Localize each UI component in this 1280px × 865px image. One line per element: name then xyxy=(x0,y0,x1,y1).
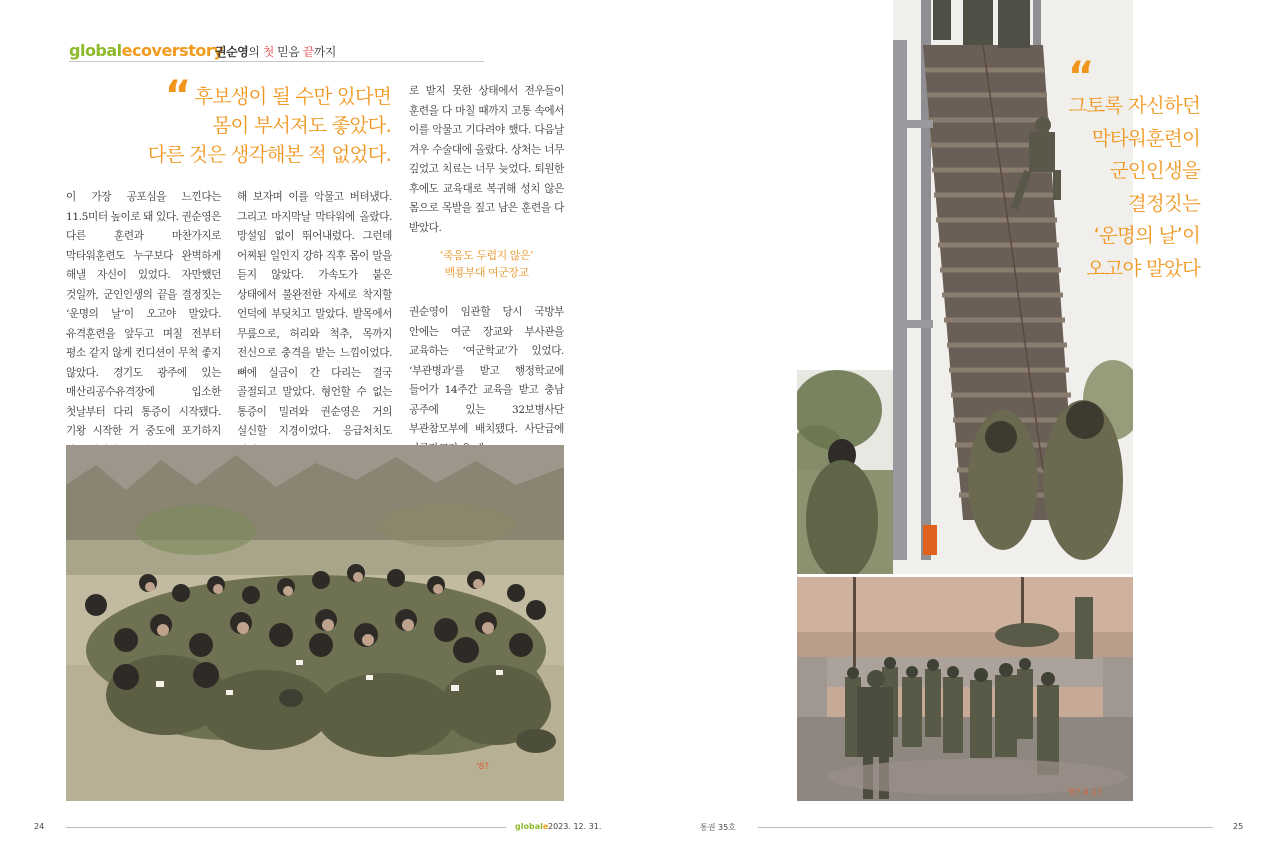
footer-rule-right xyxy=(758,827,1213,828)
page-number-right: 25 xyxy=(1233,822,1244,831)
page-number-left: 24 xyxy=(34,822,45,831)
footer-brand-logo: globale xyxy=(515,822,549,831)
photo-soldiers-illustration xyxy=(66,445,564,801)
pull-quote-right: “ 그토록 자신하던 막타워훈련이 군인인생을 결정짓는 ‘운명의 날’이 오고야 말았다 xyxy=(1068,54,1200,280)
footer-rule-left xyxy=(66,827,506,828)
pit-illustration xyxy=(797,577,1133,801)
quote-mark-icon: “ xyxy=(1068,54,1094,100)
photo-soldiers-sitting-field xyxy=(66,445,564,801)
photo-date-stamp: '8? xyxy=(476,762,489,772)
body-text-column-1: 이 가장 공포심을 느낀다는 11.5미터 높이로 돼 있다. 권순영은 다른 훈련과 마찬가지로 막타워훈련도 누구보다 완벽하게 해낼 자신이 있었다. 자만했던 것일까, 군인인생의 끝을 결정짓는 ‘운명의 날’이 오고야 말았다. 유격훈련을 앞두고 며칠 전부터 평소 같지 않게 컨디션이 무척 좋지 않았다. 경기도 광주에 있는 매산리공수유격장에 입소한 첫날부터 다리 통증이 시작됐다. 기왕 시작한 거 중도에 포기하지 xyxy=(66,191,221,437)
photo-tree-background xyxy=(797,370,893,574)
body-text-column-2: 해 보자며 이를 악물고 버텨냈다. 그리고 마지막날 막타워에 올랐다. 망설임 없이 뛰어내렸다. 그런데 어찌된 일인지 강하 직후 몸이 말을 듣지 않았다. 가속도가 붙은 상태에서 불완전한 자세로 착지할 언덕에 부딪치고 말았다. 발목에서 무릎으로, 허리와 척추, 목까지 전신으로 충격을 받는 느낌이었다. 뼈에 실금이 간 다리는 결국 골절되고 말았다. 형언할 수 없는 통증이 밀려와 권순영은 거의 실신할 지경이었다. 응급처치도 xyxy=(237,191,392,437)
section-subheading: ‘죽음도 두렵지 않은’ 백룡부대 여군장교 xyxy=(440,249,533,279)
footer-issue: 통권 35호 xyxy=(700,823,736,832)
body-text-column-3: 로 받지 못한 상태에서 전우들이 훈련을 다 마칠 때까지 고통 속에서 이를 악물고 기다려야 했다. 다음날 겨우 수술대에 올랐다. 상처는 너무 깊었고 치료는 너무 늦었다. 퇴원한 후에도 교육대로 복귀해 성치 않은 몸으로 목발을 짚고 남은 훈련을 다 받았다. xyxy=(409,85,564,234)
photo-soldiers-standing-pit xyxy=(797,577,1133,801)
footer-date: 2023. 12. 31. xyxy=(548,822,602,831)
quote-mark-icon: “ xyxy=(164,73,191,119)
photo-date-stamp: '8? 4 1? xyxy=(1067,788,1102,798)
magazine-section-logo: globalecoverstory xyxy=(69,41,224,60)
page-header xyxy=(69,41,484,62)
pull-quote-left: “ 후보생이 될 수만 있다면 몸이 부서져도 좋았다. 다른 것은 생각해본 적 없었다. xyxy=(147,73,391,166)
body-text-column-3-continued: 권순영이 임관할 당시 국방부 안에는 여군 장교와 부사관을 교육하는 ‘여군학교’가 있었다. ‘부관병과’를 받고 행정학교에 들어가 14주간 교육을 받고 충남 공주에 있는 32보병사단 부관참모부에 배치됐다. 사단급에 xyxy=(409,306,564,435)
article-series-title: 권순영의 첫 믿음 끝까지 xyxy=(215,45,336,59)
trees-illustration xyxy=(797,370,893,574)
